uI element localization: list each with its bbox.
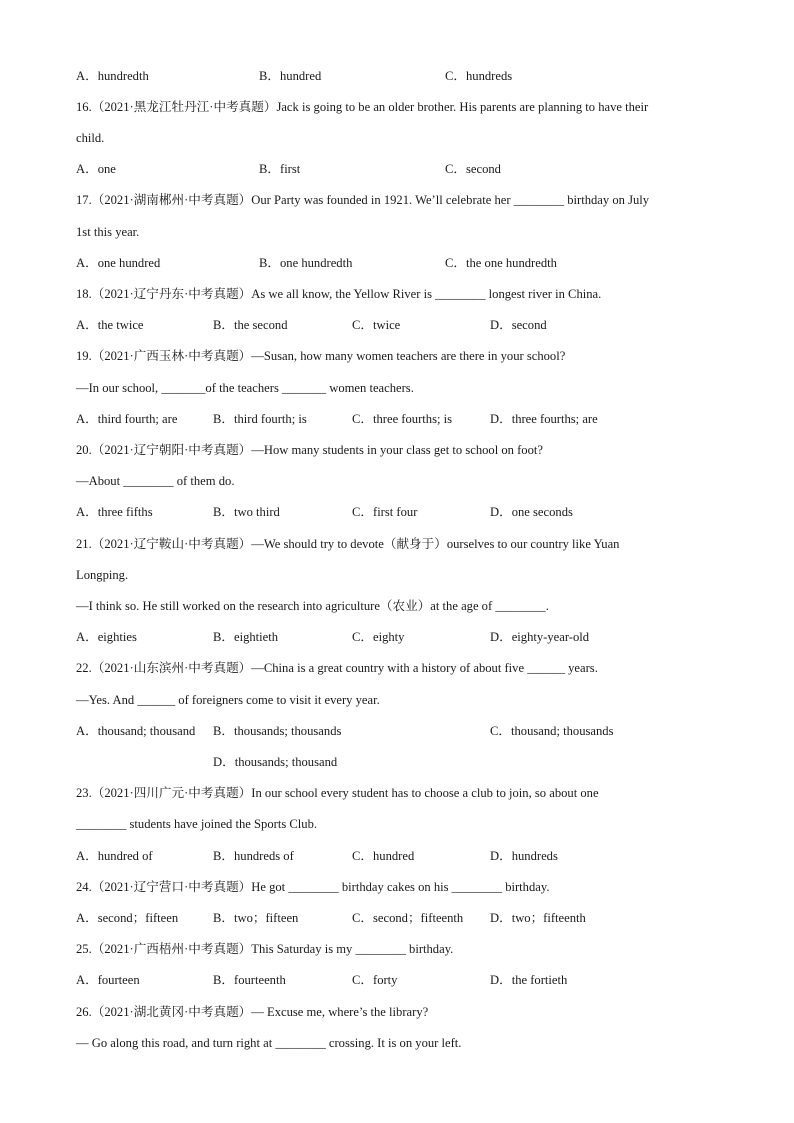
q21-stem-cont: Longping. [76,568,129,582]
q23-option-a[interactable]: A．hundred of [76,849,153,863]
q19-option-d[interactable]: D．three fourths; are [490,412,598,426]
q25-option-c[interactable]: C．forty [352,973,398,987]
q16-stem-cont: child. [76,131,105,145]
q22-stem-cont: —Yes. And ______ of foreigners come to visit it every year. [76,693,380,707]
q20-option-c[interactable]: C．first four [352,505,418,519]
q20-stem-cont: —About ________ of them do. [76,474,235,488]
q19-option-c[interactable]: C．three fourths; is [352,412,453,426]
q21-option-d[interactable]: D．eighty-year-old [490,630,590,644]
q19-option-a[interactable]: A．third fourth; are [76,412,178,426]
q17-option-b[interactable]: B．one hundredth [259,256,353,270]
q16-option-a[interactable]: A．one [76,162,116,176]
q20-stem: 20.（2021·辽宁朝阳·中考真题）—How many students in your class get to school on foot? [76,443,543,457]
q25-stem: 25.（2021·广西梧州·中考真题）This Saturday is my ________ birthday. [76,942,454,956]
q17-stem: 17.（2021·湖南郴州·中考真题）Our Party was founded in 1921. We’ll celebrate her ________ birthday on July [76,193,650,207]
q19-option-b[interactable]: B．third fourth; is [213,412,307,426]
q16-stem: 16.（2021·黑龙江牡丹江·中考真题）Jack is going to be an older brother. His parents are planning to have their [76,100,649,114]
q17-option-c[interactable]: C．the one hundredth [445,256,557,270]
q18-stem: 18.（2021·辽宁丹东·中考真题）As we all know, the Yellow River is ________ longest river in China. [76,287,602,301]
q24-option-d[interactable]: D．two；fifteenth [490,911,586,925]
q17-option-a[interactable]: A．one hundred [76,256,161,270]
q23-option-d[interactable]: D．hundreds [490,849,558,863]
q26-stem-cont: — Go along this road, and turn right at ________ crossing. It is on your left. [76,1036,462,1050]
q23-stem: 23.（2021·四川广元·中考真题）In our school every student has to choose a club to join, so about one [76,786,599,800]
q15-option-b[interactable]: B．hundred [259,69,322,83]
q23-stem-cont: ________ students have joined the Sports Club. [76,817,318,831]
q18-option-b[interactable]: B．the second [213,318,288,332]
q16-option-c[interactable]: C．second [445,162,501,176]
q24-option-c[interactable]: C．second；fifteenth [352,911,464,925]
q22-option-d[interactable]: D．thousands; thousand [213,755,338,769]
q16-option-b[interactable]: B．first [259,162,301,176]
q22-option-c[interactable]: C．thousand; thousands [490,724,614,738]
q18-option-c[interactable]: C．twice [352,318,401,332]
q15-option-a[interactable]: A．hundredth [76,69,149,83]
q25-option-d[interactable]: D．the fortieth [490,973,568,987]
q20-option-a[interactable]: A．three fifths [76,505,153,519]
q21-stem: 21.（2021·辽宁鞍山·中考真题）—We should try to devote（献身于）ourselves to our country like Yuan [76,537,620,551]
q25-option-a[interactable]: A．fourteen [76,973,140,987]
q21-stem-reply: —I think so. He still worked on the research into agriculture（农业）at the age of ________. [76,599,549,613]
q24-stem: 24.（2021·辽宁营口·中考真题）He got ________ birthday cakes on his ________ birthday. [76,880,550,894]
q21-option-a[interactable]: A．eighties [76,630,137,644]
q24-option-b[interactable]: B．two；fifteen [213,911,299,925]
q25-option-b[interactable]: B．fourteenth [213,973,286,987]
q17-stem-cont: 1st this year. [76,225,140,239]
q21-option-b[interactable]: B．eightieth [213,630,279,644]
q23-option-c[interactable]: C．hundred [352,849,415,863]
q19-stem: 19.（2021·广西玉林·中考真题）—Susan, how many women teachers are there in your school? [76,349,566,363]
q23-option-b[interactable]: B．hundreds of [213,849,294,863]
q20-option-d[interactable]: D．one seconds [490,505,573,519]
q26-stem: 26.（2021·湖北黄冈·中考真题）— Excuse me, where’s the library? [76,1005,429,1019]
q24-option-a[interactable]: A．second；fifteen [76,911,179,925]
q19-stem-cont: —In our school, _______of the teachers _______ women teachers. [76,381,414,395]
q22-stem: 22.（2021·山东滨州·中考真题）—China is a great country with a history of about five ______ years. [76,661,598,675]
q21-option-c[interactable]: C．eighty [352,630,405,644]
q18-option-a[interactable]: A．the twice [76,318,144,332]
q15-option-c[interactable]: C．hundreds [445,69,513,83]
q18-option-d[interactable]: D．second [490,318,547,332]
q22-option-a[interactable]: A．thousand; thousand [76,724,196,738]
q22-option-b[interactable]: B．thousands; thousands [213,724,342,738]
q20-option-b[interactable]: B．two third [213,505,280,519]
